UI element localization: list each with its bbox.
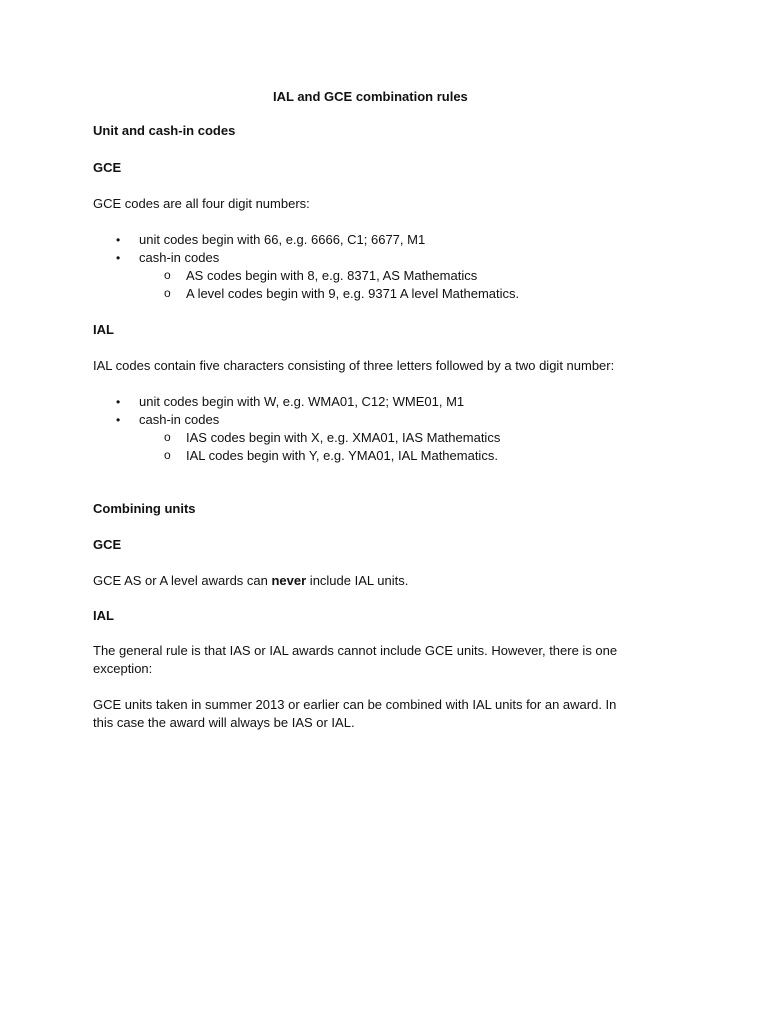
list-item: unit codes begin with 66, e.g. 6666, C1; 6677, M1 — [139, 232, 426, 247]
list-item: cash-in codes — [139, 412, 220, 427]
paragraph: GCE codes are all four digit numbers: — [93, 196, 310, 211]
bullet-icon: • — [116, 233, 121, 247]
section-heading: Combining units — [93, 501, 196, 516]
paragraph-line: GCE units taken in summer 2013 or earlier can be combined with IAL units for an award. In — [93, 697, 617, 712]
paragraph — [93, 573, 408, 589]
list-item: AS codes begin with 8, e.g. 8371, AS Mathematics — [186, 268, 478, 283]
list-item: unit codes begin with W, e.g. WMA01, C12; WME01, M1 — [139, 394, 465, 409]
circle-bullet-icon: o — [164, 268, 171, 282]
section-heading: Unit and cash-in codes — [93, 123, 236, 138]
list-item: IAL codes begin with Y, e.g. YMA01, IAL Mathematics. — [186, 448, 498, 463]
text: include IAL units. — [306, 573, 409, 588]
circle-bullet-icon: o — [164, 448, 171, 462]
paragraph-line: this case the award will always be IAS or IAL. — [93, 715, 355, 730]
list-item: IAS codes begin with X, e.g. XMA01, IAS Mathematics — [186, 430, 501, 445]
bullet-icon: • — [116, 251, 121, 265]
list-item: cash-in codes — [139, 250, 220, 265]
paragraph: IAL codes contain five characters consisting of three letters followed by a two digit number: — [93, 358, 615, 373]
document-title: IAL and GCE combination rules — [273, 89, 468, 104]
subheading-gce: GCE — [93, 537, 122, 552]
circle-bullet-icon: o — [164, 286, 171, 300]
text: GCE AS or A level awards can — [93, 573, 272, 588]
paragraph-line: exception: — [93, 661, 153, 676]
circle-bullet-icon: o — [164, 430, 171, 444]
paragraph-line: The general rule is that IAS or IAL awards cannot include GCE units. However, there is one — [93, 643, 618, 658]
subheading-gce: GCE — [93, 160, 122, 175]
bullet-icon: • — [116, 395, 121, 409]
list-item: A level codes begin with 9, e.g. 9371 A level Mathematics. — [186, 286, 520, 301]
bullet-icon: • — [116, 413, 121, 427]
subheading-ial: IAL — [93, 322, 114, 337]
subheading-ial: IAL — [93, 608, 114, 623]
emphasis: never — [271, 573, 307, 588]
